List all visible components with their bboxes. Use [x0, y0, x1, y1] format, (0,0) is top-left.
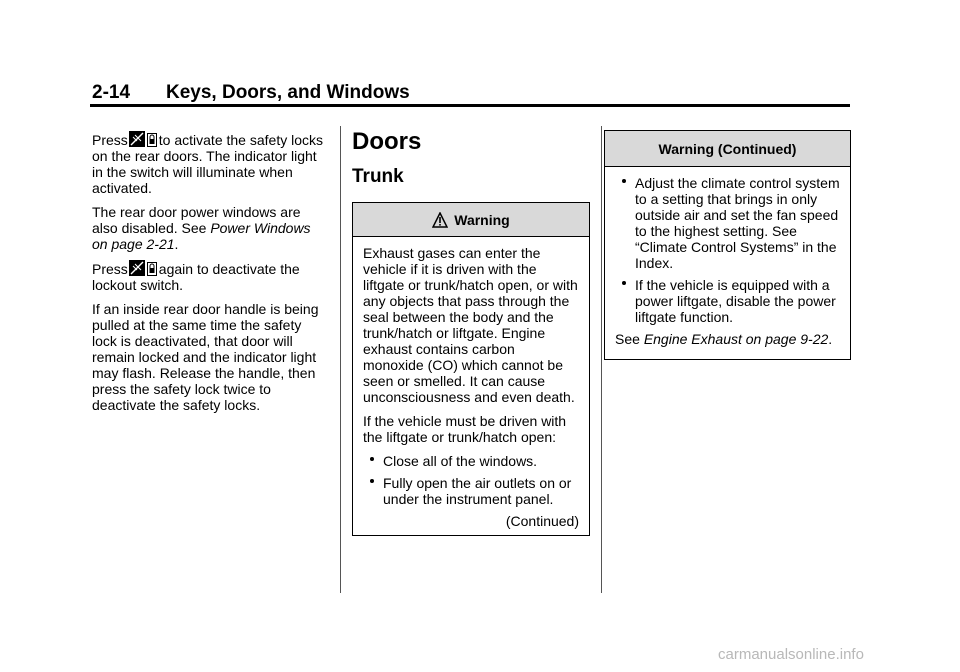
list-item: Fully open the air outlets on or under the instrument panel.	[363, 475, 579, 507]
lock-icon	[147, 262, 157, 276]
warning-body	[353, 237, 589, 535]
continued-label: (Continued)	[505, 513, 579, 529]
warning-paragraph-exhaust: Exhaust gases can enter the vehicle if it is driven with the liftgate or trunk/hatch open, or with any objects that pass through the seal between the body and the trunk/hatch or liftgate. Engine exhaust contains carbon monoxide (CO) which cannot be seen or smelled. It can cause unconsciousness and even death.	[363, 245, 578, 405]
column-divider-1	[340, 126, 341, 593]
warning-continued-bullet-list	[615, 175, 840, 325]
text-period: .	[828, 331, 833, 347]
lock-icon	[147, 133, 157, 147]
text-activate: to activate the safety locks on the rear doors. The indicator light in the switch will illuminate when activated.	[92, 132, 323, 196]
warning-title: Warning	[454, 211, 510, 228]
chapter-title: Keys, Doors, and Windows	[166, 82, 410, 103]
column-right	[604, 130, 850, 360]
list-item: If the vehicle is equipped with a power liftgate, disable the power liftgate function.	[615, 277, 840, 325]
list-item: Close all of the windows.	[363, 453, 579, 469]
text-see: See	[615, 331, 640, 347]
warning-box	[352, 202, 590, 536]
section-heading-doors: Doors	[352, 128, 422, 155]
subsection-heading-trunk: Trunk	[352, 166, 404, 187]
warning-continued-header: Warning (Continued)	[605, 131, 850, 167]
column-left	[92, 131, 328, 421]
door-safety-switch-icon	[129, 131, 145, 147]
paragraph-handle: If an inside rear door handle is being pulled at the same time the safety lock is deactivated, that door will remain locked and the indicator light may flash. Release the handle, then press the safety lock twice to deactivate the safety locks.	[92, 301, 319, 413]
link-power-windows[interactable]: Power Windows on page 2-21	[92, 220, 311, 252]
warning-bullet-list	[363, 453, 579, 507]
column-divider-2	[601, 126, 602, 593]
warning-triangle-icon	[432, 212, 448, 228]
text-period: .	[174, 236, 179, 252]
page-header	[92, 82, 850, 104]
column-middle	[352, 128, 592, 536]
watermark: carmanualsonline.info	[718, 646, 864, 663]
text-deactivate: again to deactivate the lockout switch.	[92, 261, 300, 293]
text-press-again: Press	[92, 261, 128, 277]
text-press: Press	[92, 132, 128, 148]
warning-continued-body	[605, 167, 850, 359]
warning-continued-box	[604, 130, 851, 360]
see-reference	[615, 331, 840, 347]
paragraph-deactivate	[92, 260, 328, 293]
warning-header	[353, 203, 589, 237]
page-number: 2-14	[92, 82, 131, 103]
list-item: Adjust the climate control system to a setting that brings in only outside air and set the fan speed to the highest setting. See “Climate Control Systems” in the Index.	[615, 175, 840, 271]
door-safety-switch-icon	[129, 260, 145, 276]
paragraph-activate	[92, 131, 328, 196]
warning-paragraph-driven: If the vehicle must be driven with the liftgate or trunk/hatch open:	[363, 413, 567, 445]
paragraph-windows-disabled	[92, 204, 328, 252]
link-engine-exhaust[interactable]: Engine Exhaust on page 9-22	[643, 331, 829, 347]
header-rule	[90, 104, 850, 107]
text-windows: The rear door power windows are also disabled. See	[92, 204, 301, 236]
